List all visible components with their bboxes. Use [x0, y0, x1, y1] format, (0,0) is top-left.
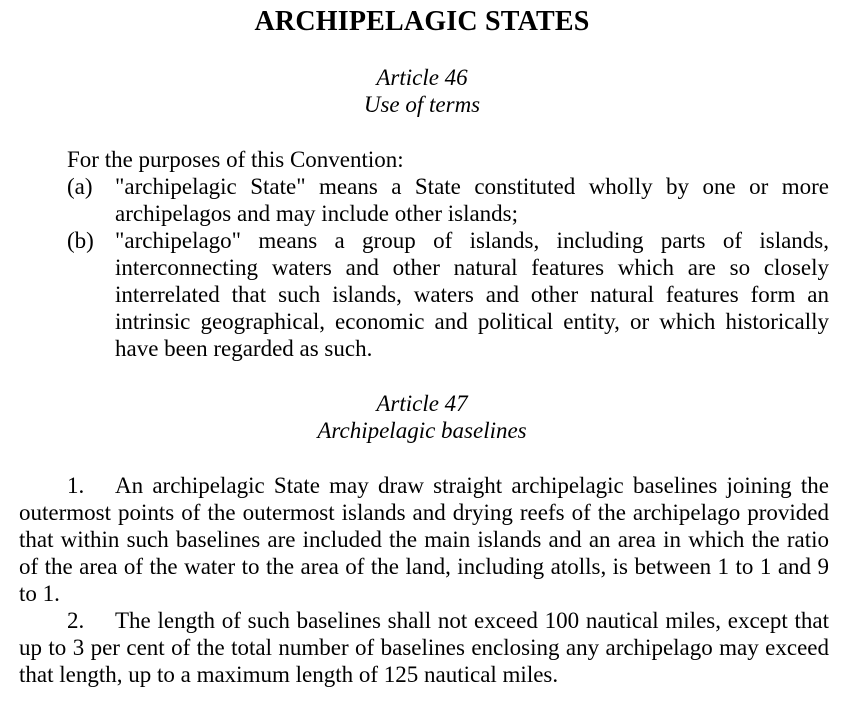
article-47-paragraph-2: [19, 607, 829, 688]
part-title: ARCHIPELAGIC STATES: [254, 6, 590, 37]
article-46-number: Article 46: [376, 65, 468, 90]
paragraph-text: The length of such baselines shall not exceed 100 nautical miles, except that up to 3 per cent of the total number of baselines enclosing any archipelago may exceed that length, up to a maximum length of 125 nautical miles.: [19, 608, 829, 687]
paragraph-number: 2.: [67, 608, 85, 633]
item-text: "archipelagic State" means a State constituted wholly by one or more archipelagos and may include other islands;: [115, 174, 829, 226]
article-46-item-b: [67, 227, 829, 362]
article-46-item-a: [67, 173, 829, 227]
item-marker: (b): [67, 228, 94, 253]
article-47-paragraph-1: [19, 472, 829, 607]
article-47-number: Article 47: [376, 391, 468, 416]
item-marker: (a): [67, 174, 93, 199]
paragraph-number: 1.: [67, 473, 85, 498]
article-46-intro: For the purposes of this Convention:: [67, 147, 404, 172]
article-46-title: Use of terms: [363, 92, 481, 117]
item-text: "archipelago" means a group of islands, including parts of islands, interconnecting waters and other natural features which are so closely interrelated that such islands, waters and other natural features form an intrinsic geographical, economic and political entity, or which historically have been regarded as such.: [115, 228, 829, 361]
article-47-title: Archipelagic baselines: [317, 418, 527, 443]
paragraph-text: An archipelagic State may draw straight archipelagic baselines joining the outermost points of the outermost islands and drying reefs of the archipelago provided that within such baselines are included the main islands and an area in which the ratio of the area of the water to the area of the land, including atolls, is between 1 to 1 and 9 to 1.: [19, 473, 829, 606]
